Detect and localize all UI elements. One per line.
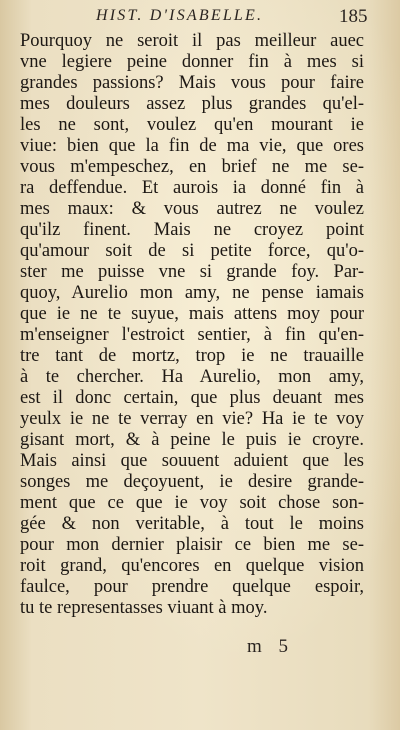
text-line: vne legiere peine donner fin à mes si [20,52,364,72]
text-line: tre tant de mortz, trop ie ne trauaille [20,346,364,366]
text-line: quoy, Aurelio mon amy, ne pense iamais [20,283,364,303]
text-line: songes me deçoyuent, ie desire grande- [20,472,364,492]
signature-mark: m 5 [247,636,295,657]
text-line: gée & non veritable, à tout le moins [20,514,364,534]
text-line: qu'amour soit de si petite force, qu'o- [20,241,364,261]
body-text [20,31,364,619]
text-line: grandes passions? Mais vous pour faire [20,73,364,93]
text-line: ment que ce que ie voy soit chose son- [20,493,364,513]
page-number: 185 [339,6,368,27]
running-title: HIST. D'ISABELLE. [96,7,264,24]
text-line: à te chercher. Ha Aurelio, mon amy, [20,367,364,387]
text-line: ster me puisse vne si grande foy. Par- [20,262,364,282]
text-line: mes maux: & vous autrez ne voulez [20,199,364,219]
text-line: qu'ilz finent. Mais ne croyez point [20,220,364,240]
text-line: roit grand, qu'encores en quelque vision [20,556,364,576]
text-line: les ne sont, voulez qu'en mourant ie [20,115,364,135]
text-line: vous m'empeschez, en brief ne me se- [20,157,364,177]
text-line: ra deffendue. Et aurois ia donné fin à [20,178,364,198]
text-line: est il donc certain, que plus deuant mes [20,388,364,408]
running-head [0,7,400,29]
text-line: mes douleurs assez plus grandes qu'el- [20,94,364,114]
text-line: m'enseigner l'estroict sentier, à fin qu'en- [20,325,364,345]
text-line: Pourquoy ne seroit il pas meilleur auec [20,31,364,51]
text-line: yeulx ie ne te verray en vie? Ha ie te voy [20,409,364,429]
text-line: faulce, pour prendre quelque espoir, [20,577,364,597]
text-line: Mais ainsi que souuent aduient que les [20,451,364,471]
text-line: que ie ne te suyue, mais attens moy pour [20,304,364,324]
text-line: gisant mort, & à peine le puis ie croyre. [20,430,364,450]
text-line: tu te representasses viuant à moy. [20,598,268,618]
text-line: pour mon dernier plaisir ce bien me se- [20,535,364,555]
text-line: viue: bien que la fin de ma vie, que ores [20,136,364,156]
